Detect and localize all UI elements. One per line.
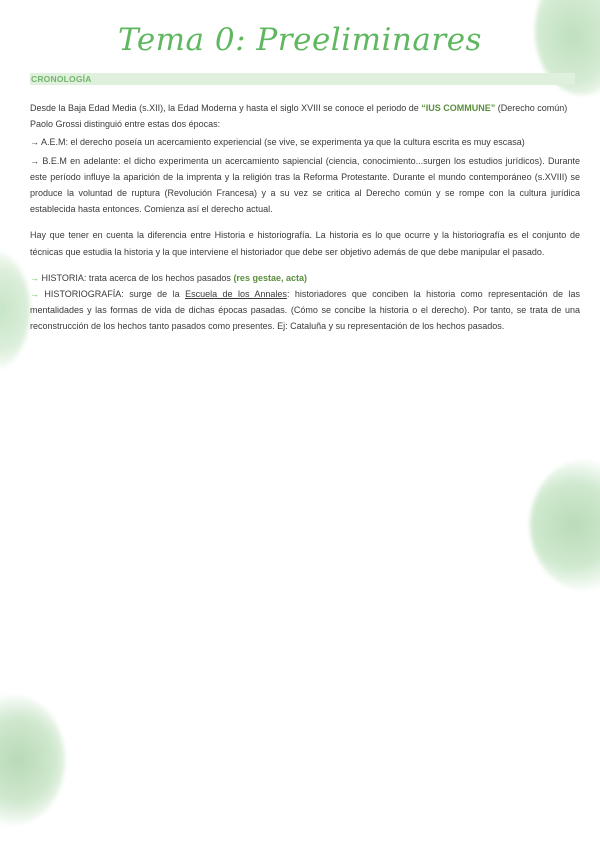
intro-text: Desde la Baja Edad Media (s.XII), la Edad Moderna y hasta el siglo XVIII se conoce el periodo de [30, 103, 422, 113]
watercolor-blob-right [530, 460, 600, 590]
intro-text-after: (Derecho común) [495, 103, 568, 113]
ius-commune-highlight: “IUS COMMUNE” [421, 103, 496, 113]
arrow-icon: → [30, 272, 39, 283]
watercolor-blob-left [0, 250, 30, 370]
page-title: Tema 0: Preeliminares [118, 22, 482, 58]
arrow-icon: → [30, 289, 39, 300]
escuela-annales-underlined: Escuela de los Annales [185, 289, 287, 300]
section-header-label: CRONOLOGÍA [31, 74, 92, 84]
res-gestae-highlight: (res gestae, acta) [233, 272, 307, 283]
historiografia-intro-paragraph: Hay que tener en cuenta la diferencia entre Historia e historiografía. La historia es lo que ocurre y la historiografía es el conjunto de técnicas que estudia la historia y la que interviene el historiador que debe ser objetivo además de que debe manipular el pasado. [30, 230, 580, 257]
grossi-line: Paolo Grossi distinguió entre estas dos épocas: [30, 119, 221, 130]
aem-paragraph: → A.E.M: el derecho poseía un acercamiento experiencial (se vive, se experimenta ya que la cultura escrita es muy escasa) [30, 137, 525, 148]
watercolor-blob-bottom-left [0, 695, 65, 825]
historiografia-item [30, 286, 580, 335]
historiografia-text-after: : historiadores que conciben la historia como representación de las mentalidades y las formas de vida de dichas épocas pasadas. (Cómo se concibe la historia o el derecho). Por tanto, se trata de una reconstrucción de los hechos tanto pasados como presentes. Ej: Cataluña y su representación de los hechos pasados. [30, 289, 581, 332]
document-body [30, 100, 580, 335]
historia-item [30, 270, 580, 286]
intro-paragraph [30, 100, 580, 116]
bem-paragraph: → B.E.M en adelante: el dicho experimenta un acercamiento sapiencial (ciencia, conocimiento...surgen los estudios jurídicos). Durante este período influye la aparición de la imprenta y la religión tras la Reforma Protestante. Durante el mundo contemporáneo (s.XVIII) se produce la voluntad de ruptura (Revolución Francesa) y a su vez se critica al Derecho común y se rompe con la cultura jurídica establecida hasta entonces. Comienza así el derecho actual. [30, 155, 580, 215]
section-header-bar [30, 73, 575, 85]
historia-text: HISTORIA: trata acerca de los hechos pasados [39, 272, 234, 283]
historiografia-text: HISTORIOGRAFÍA: surge de la [39, 289, 186, 300]
